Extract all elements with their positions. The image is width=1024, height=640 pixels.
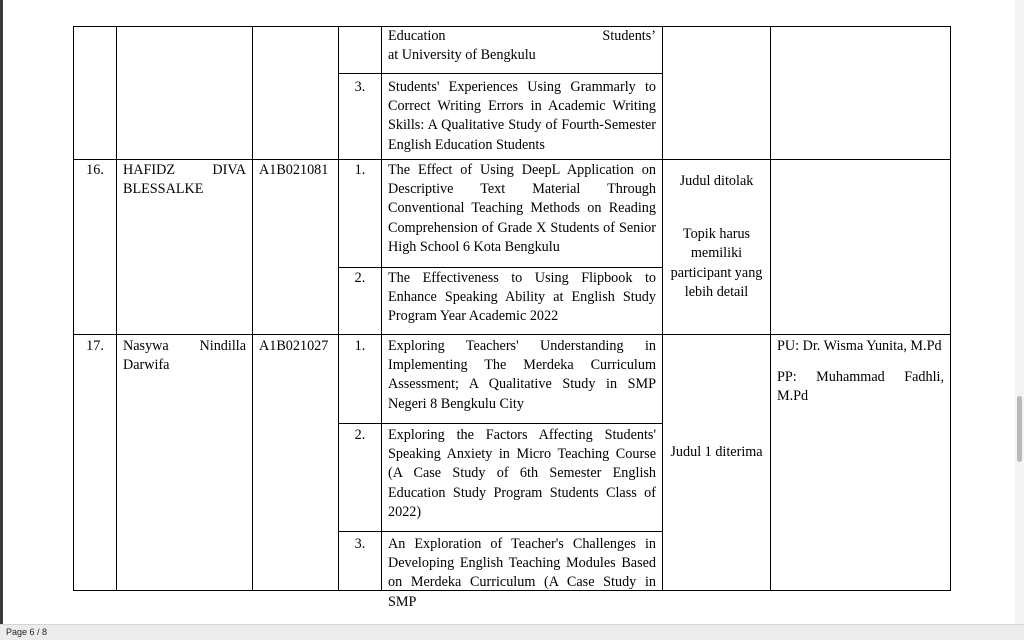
title-text: Students' Experiences Using Grammarly to Correct Writing Errors in Academic Writing Skills: A Qualitative Study of Fourth-Semester English Education Students bbox=[382, 74, 663, 160]
page-indicator: Page 6 / 8 bbox=[6, 627, 48, 637]
primary-supervisor: PU: Dr. Wisma Yunita, M.Pd bbox=[777, 338, 942, 354]
table-row bbox=[74, 27, 951, 74]
title-text bbox=[382, 532, 663, 610]
student-name-part: Nindilla bbox=[199, 338, 246, 354]
title-text: Exploring the Factors Affecting Students' Speaking Anxiety in Micro Teaching Course (A Case Study of 6th Semester English Education Study Program Students Class of 2022) bbox=[382, 424, 663, 532]
viewer-status-bar bbox=[0, 624, 1024, 640]
title-number: 2. bbox=[339, 424, 382, 532]
row-number: 16. bbox=[74, 160, 117, 335]
vertical-scrollbar[interactable] bbox=[1015, 0, 1024, 624]
title-text-part: Students’ bbox=[602, 28, 656, 44]
nim-cell bbox=[253, 27, 339, 160]
title-text bbox=[382, 27, 663, 74]
secondary-supervisor: PP: Muhammad Fadhli, M.Pd bbox=[777, 369, 944, 405]
no-cell bbox=[74, 27, 117, 160]
student-nim: A1B021081 bbox=[253, 160, 339, 335]
thesis-title-table bbox=[73, 26, 951, 610]
supervisor-cell bbox=[771, 335, 951, 591]
table-row bbox=[74, 335, 951, 424]
student-name-part: DIVA bbox=[212, 162, 246, 178]
title-number: 2. bbox=[339, 268, 382, 335]
title-number: 1. bbox=[339, 335, 382, 424]
student-name-part: HAFIDZ bbox=[123, 162, 176, 178]
title-text: Exploring Teachers' Understanding in Implementing The Merdeka Curriculum Assessment; A Qualitative Study in SMP Negeri 8 Bengkulu City bbox=[382, 335, 663, 424]
document-page bbox=[3, 0, 1015, 624]
title-text-clip: An Exploration of Teacher's Challenges in Developing English Teaching Modules Based on Merdeka Curriculum (A Case Study in SMP bbox=[388, 536, 656, 610]
title-text: The Effect of Using DeepL Application on Descriptive Text Material Through Conventional Teaching Methods on Reading Comprehension of Grade X Students of Senior High School 6 Kota Bengkulu bbox=[382, 160, 663, 268]
student-name-part: BLESSALKE bbox=[123, 181, 204, 198]
name-cell bbox=[117, 27, 253, 160]
title-text-part: at University of Bengkulu bbox=[388, 47, 536, 64]
student-name-part: Darwifa bbox=[123, 357, 170, 374]
scrollbar-thumb[interactable] bbox=[1017, 396, 1022, 462]
row-number: 17. bbox=[74, 335, 117, 591]
supervisor-cell bbox=[771, 27, 951, 160]
title-number: 1. bbox=[339, 160, 382, 268]
status-cell bbox=[663, 160, 771, 335]
supervisor-cell bbox=[771, 160, 951, 335]
title-text: The Effectiveness to Using Flipbook to Enhance Speaking Ability at English Study Program Year Academic 2022 bbox=[382, 268, 663, 335]
status-text: Topik harus memiliki participant yang lebih detail bbox=[670, 226, 763, 300]
student-name bbox=[117, 335, 253, 591]
status-text: Judul ditolak bbox=[679, 173, 754, 189]
title-number bbox=[339, 27, 382, 74]
status-text: Judul 1 diterima bbox=[670, 443, 763, 460]
title-number: 3. bbox=[339, 74, 382, 160]
title-number: 3. bbox=[339, 532, 382, 591]
title-text-part: Education bbox=[388, 28, 446, 44]
student-name-part: Nasywa bbox=[123, 338, 169, 354]
student-nim: A1B021027 bbox=[253, 335, 339, 591]
table-row bbox=[74, 160, 951, 268]
student-name bbox=[117, 160, 253, 335]
status-cell bbox=[663, 27, 771, 160]
status-cell bbox=[663, 335, 771, 591]
